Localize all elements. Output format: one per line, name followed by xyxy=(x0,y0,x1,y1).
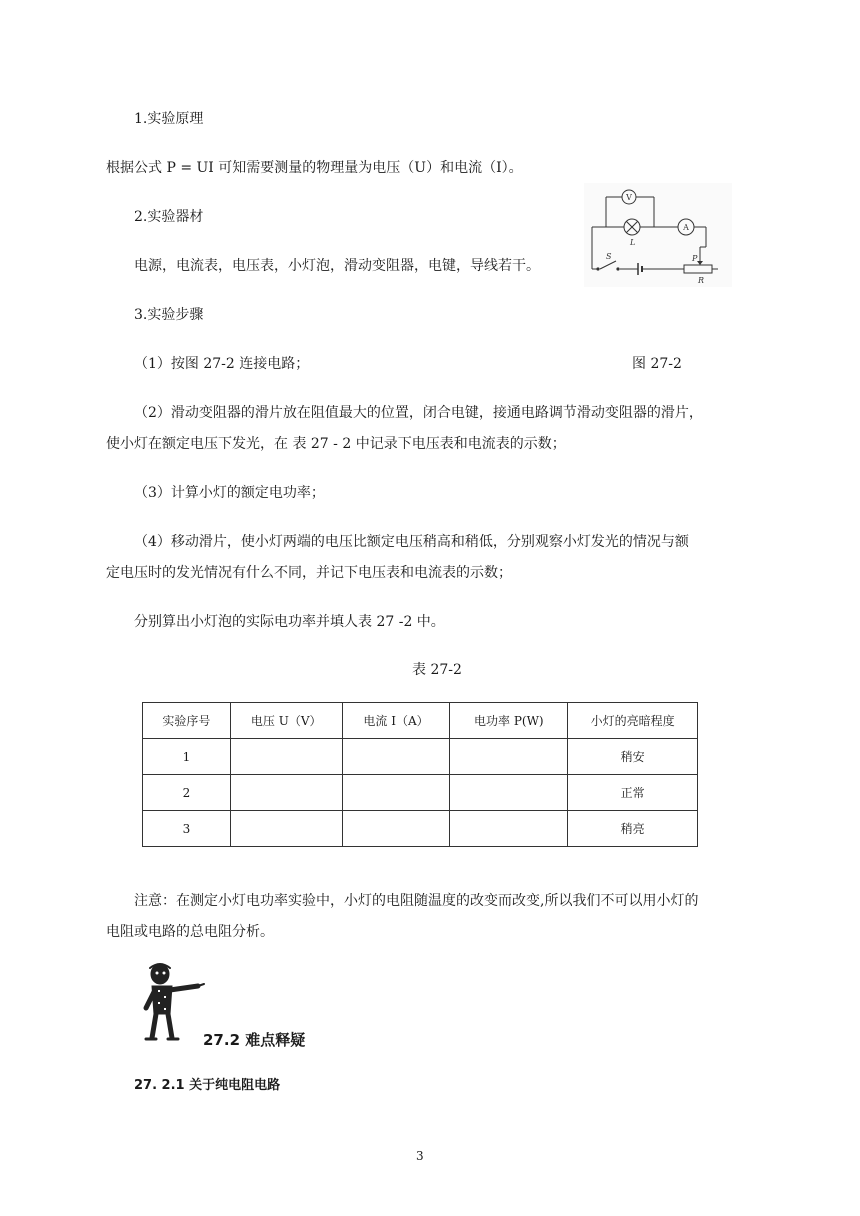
equipment-text: 电源，电流表，电压表，小灯泡，滑动变阻器，电键，导线若干。 xyxy=(134,258,540,274)
section-heading-steps: 3.实验步骤 xyxy=(134,307,204,323)
table-cell xyxy=(450,775,568,811)
table-header-cell: 电压 U（V） xyxy=(230,703,342,739)
table-header-row xyxy=(143,703,698,739)
voltmeter-label: V xyxy=(626,193,632,202)
table-cell xyxy=(342,775,450,811)
table-cell: 2 xyxy=(143,775,231,811)
circuit-diagram xyxy=(584,183,732,287)
table-cell xyxy=(450,739,568,775)
step-2-line-2: 使小灯在额定电压下发光，在 表 27 - 2 中记录下电压表和电流表的示数； xyxy=(106,436,566,452)
pointing-man-icon xyxy=(142,962,206,1042)
table-header-cell: 电流 I（A） xyxy=(342,703,450,739)
step-2-line-1: （2）滑动变阻器的滑片放在阻值最大的位置，闭合电键，接通电路调节滑动变阻器的滑片， xyxy=(134,405,703,421)
section-title-27-2: 27.2 难点释疑 xyxy=(203,1031,306,1049)
table-cell xyxy=(230,775,342,811)
rheostat-label: R xyxy=(698,276,705,285)
step-3: （3）计算小灯的额定电功率； xyxy=(134,485,325,501)
step-4-line-1: （4）移动滑片，使小灯两端的电压比额定电压稍高和稍低，分别观察小灯发光的情况与额 xyxy=(134,534,689,550)
table-row xyxy=(143,775,698,811)
table-cell xyxy=(450,811,568,847)
table-cell xyxy=(342,739,450,775)
table-cell: 正常 xyxy=(568,775,698,811)
table-caption: 表 27-2 xyxy=(412,662,462,678)
table-cell: 3 xyxy=(143,811,231,847)
step-1: （1）按图 27-2 连接电路； xyxy=(134,356,310,372)
slider-label: P xyxy=(692,254,698,263)
table-row xyxy=(143,811,698,847)
switch-label: S xyxy=(606,252,612,261)
table-cell xyxy=(230,739,342,775)
principle-text: 根据公式 P = UI 可知需要测量的物理量为电压（U）和电流（I）。 xyxy=(106,160,523,176)
table-cell xyxy=(230,811,342,847)
table-header-cell: 实验序号 xyxy=(143,703,231,739)
page-number: 3 xyxy=(416,1149,424,1163)
step-4-line-2: 定电压时的发光情况有什么不同，并记下电压表和电流表的示数； xyxy=(106,565,512,581)
table-cell: 稍亮 xyxy=(568,811,698,847)
experiment-table xyxy=(142,702,698,847)
table-row xyxy=(143,739,698,775)
table-header-cell: 电功率 P(W) xyxy=(450,703,568,739)
figure-caption: 图 27-2 xyxy=(632,356,682,372)
table-header-cell: 小灯的亮暗程度 xyxy=(568,703,698,739)
section-heading-principle: 1.实验原理 xyxy=(134,111,204,127)
note-line-2: 电阻或电路的总电阻分析。 xyxy=(106,924,274,940)
table-cell: 1 xyxy=(143,739,231,775)
note-line-1: 注意：在测定小灯电功率实验中，小灯的电阻随温度的改变而改变,所以我们不可以用小灯的 xyxy=(134,893,699,909)
lamp-label: L xyxy=(630,238,636,247)
table-cell xyxy=(342,811,450,847)
ammeter-label: A xyxy=(683,223,689,232)
section-heading-equipment: 2.实验器材 xyxy=(134,209,204,225)
calc-text: 分别算出小灯泡的实际电功率并填人表 27 -2 中。 xyxy=(134,614,445,630)
table-cell: 稍安 xyxy=(568,739,698,775)
subsection-title-27-2-1: 27. 2.1 关于纯电阻电路 xyxy=(134,1078,281,1093)
